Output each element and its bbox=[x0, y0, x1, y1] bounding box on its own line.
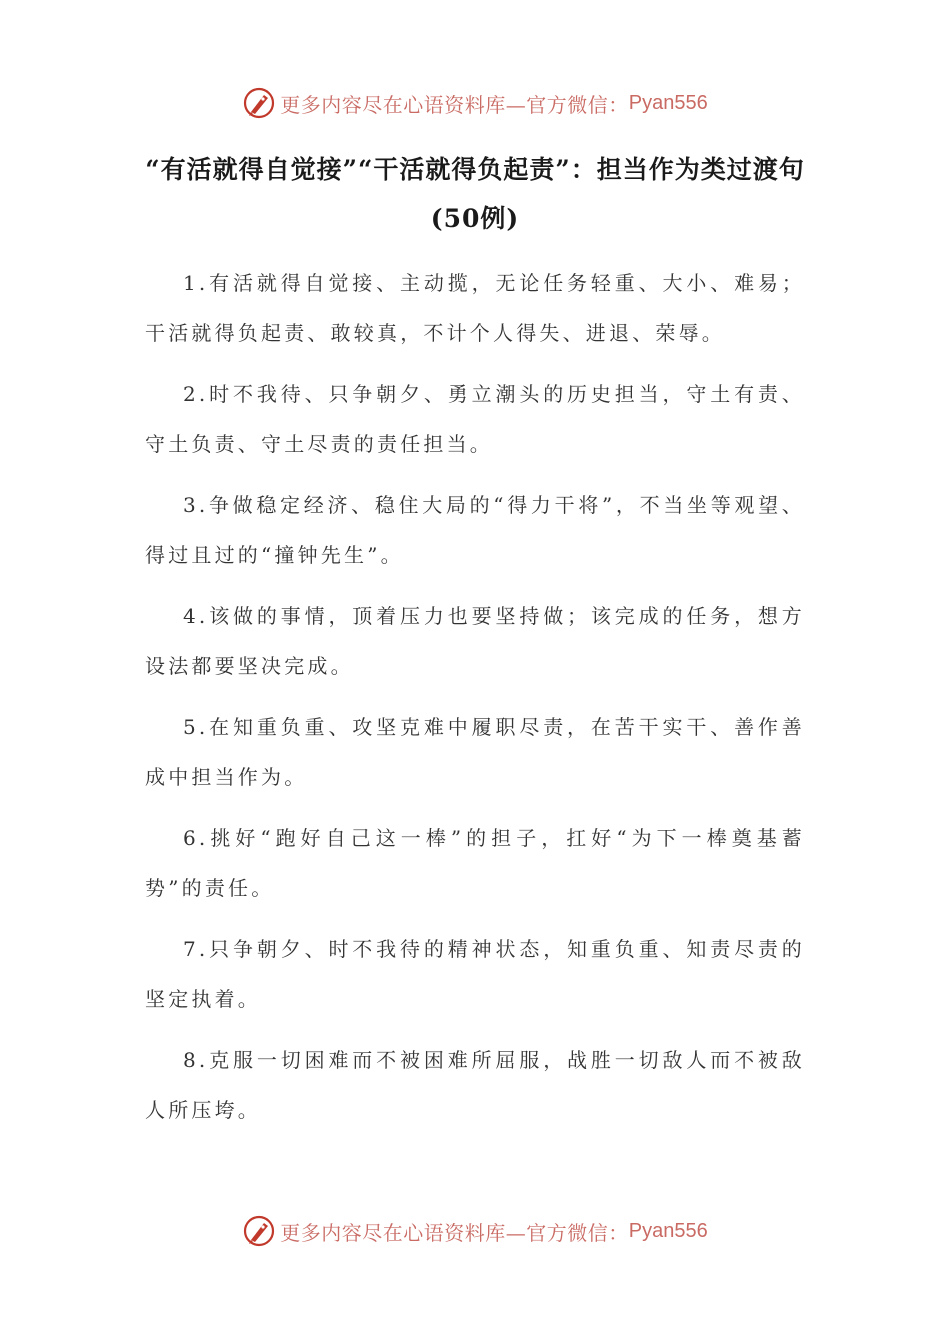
header-text: 更多内容尽在心语资料库—官方微信： bbox=[280, 92, 629, 117]
pen-nib-logo-icon bbox=[242, 1214, 276, 1248]
page-title: “有活就得自觉接”“干活就得负起责”：担当作为类过渡句(50例) bbox=[145, 155, 805, 233]
list-item: 5.在知重负重、攻坚克难中履职尽责，在苦干实干、善作善成中担当作为。 bbox=[145, 715, 805, 789]
footer-text: 更多内容尽在心语资料库—官方微信： bbox=[280, 1220, 629, 1245]
list-item: 2.时不我待、只争朝夕、勇立潮头的历史担当，守土有责、守土负责、守土尽责的责任担当。 bbox=[145, 382, 805, 456]
list-item: 7.只争朝夕、时不我待的精神状态，知重负重、知责尽责的坚定执着。 bbox=[145, 937, 805, 1011]
list-item: 4.该做的事情，顶着压力也要坚持做；该完成的任务，想方设法都要坚决完成。 bbox=[145, 604, 805, 678]
list-item: 1.有活就得自觉接、主动揽，无论任务轻重、大小、难易；干活就得负起责、敢较真，不计个人得失、进退、荣辱。 bbox=[145, 271, 805, 345]
header-banner bbox=[0, 83, 950, 123]
document-body bbox=[145, 258, 805, 1146]
list-item: 6.挑好“跑好自己这一棒”的担子，扛好“为下一棒奠基蓄势”的责任。 bbox=[145, 826, 805, 900]
footer-wechat-id: Pyan556 bbox=[628, 1219, 708, 1242]
header-wechat-id: Pyan556 bbox=[628, 91, 708, 114]
list-item: 8.克服一切困难而不被困难所屈服，战胜一切敌人而不被敌人所压垮。 bbox=[145, 1048, 805, 1122]
list-item: 3.争做稳定经济、稳住大局的“得力干将”，不当坐等观望、得过且过的“撞钟先生”。 bbox=[145, 493, 805, 567]
footer-banner bbox=[0, 1211, 950, 1251]
pen-nib-logo-icon bbox=[242, 86, 276, 120]
